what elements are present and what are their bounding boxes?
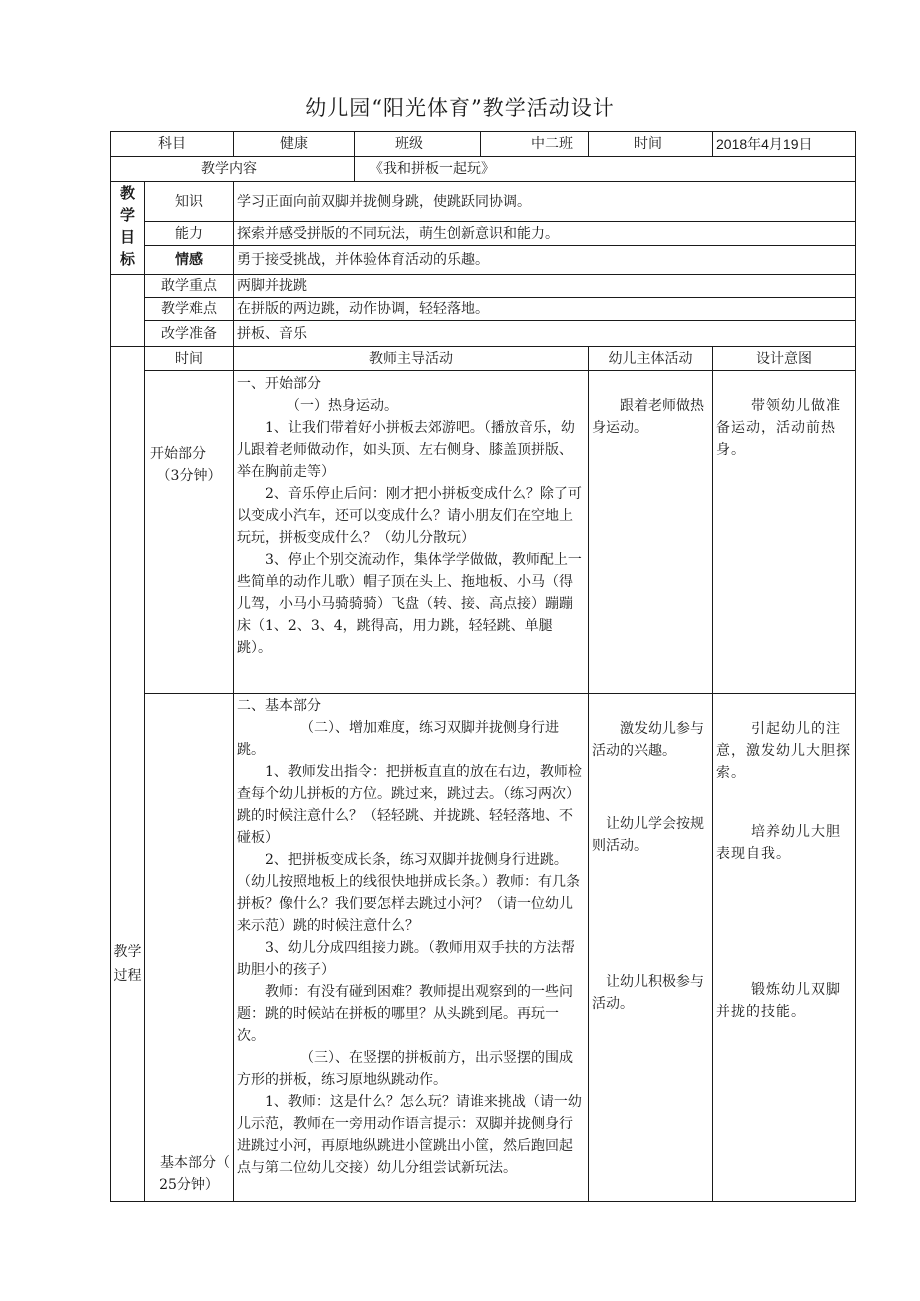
class-label: 班级 — [355, 132, 481, 157]
goal-row-knowledge — [111, 182, 856, 222]
subject-value: 健康 — [234, 132, 355, 157]
start-time: 开始部分 （3分钟） — [145, 371, 234, 694]
goal-label-knowledge: 知识 — [145, 182, 234, 222]
goal-label-ability: 能力 — [145, 222, 234, 246]
goal-value-emotion: 勇于接受挑战，并体验体育活动的乐趣。 — [234, 246, 856, 275]
basic-child-activity: 激发幼儿参与活动的兴趣。 让幼儿学会按规则活动。 让幼儿积极参与活动。 — [589, 694, 713, 1202]
time-label: 时间 — [589, 132, 713, 157]
goal-row-emotion — [111, 246, 856, 275]
header-teacher: 教师主导活动 — [234, 347, 589, 371]
class-value: 中二班 — [481, 132, 589, 157]
time-value: 2018年4月19日 — [713, 132, 856, 157]
key-point-row — [111, 275, 856, 298]
goal-value-ability: 探索并感受拼版的不同玩法，萌生创新意识和能力。 — [234, 222, 856, 246]
goal-row-ability — [111, 222, 856, 246]
content-label: 教学内容 — [111, 157, 355, 182]
header-child: 幼儿主体活动 — [589, 347, 713, 371]
key-point-label: 敢学重点 — [145, 275, 234, 298]
basic-teacher-activity: 二、基本部分 （二）、增加难度，练习双脚并拢侧身行进跳。 1、教师发出指令：把拼板直直的放在右边，教师检查每个幼儿拼板的方位。跳过来，跳过去。（练习两次）跳的时候注意什么？（轻轻跳、并拢跳、轻轻落地、不碰板） 2、把拼板变成长条，练习双脚并拢侧身行进跳。（幼儿按照地板上的线很快地拼成长条。）教师：有几条拼板？像什么？我们要怎样去跳过小河？（请一位幼儿来示范）跳的时候注意什么？ 3、幼儿分成四组接力跳。（教师用双手扶的方法帮助胆小的孩子） 教师：有没有碰到困难？教师提出观察到的一些问题：跳的时候站在拼板的哪里？从头跳到尾。再玩一次。 （三）、在竖摆的拼板前方，出示竖摆的围成方形的拼板，练习原地纵跳动作。 1、教师：这是什么？怎么玩？请谁来挑战（请一幼儿示范，教师在一旁用动作语言提示：双脚并拢侧身行进跳过小河，再原地纵跳进小筐跳出小筐，然后跑回起点与第二位幼儿交接）幼儿分组尝试新玩法。 — [234, 694, 589, 1202]
difficulty-label: 教学难点 — [145, 298, 234, 321]
start-teacher-activity: 一、开始部分 （一）热身运动。 1、让我们带着好小拼板去郊游吧。（播放音乐，幼儿跟着老师做动作，如头顶、左右侧身、膝盖顶拼版、举在胸前走等） 2、音乐停止后问：刚才把小拼板变成什么？除了可以变成小汽车，还可以变成什么？请小朋友们在空地上玩玩，拼板变成什么？（幼儿分散玩） 3、停止个别交流动作，集体学学做做，教师配上一些简单的动作儿歌）帽子顶在头上、拖地板、小马（得儿驾，小马小马骑骑骑）飞盘（转、接、高点接）蹦蹦床（1、2、3、4，跳得高，用力跳，轻轻跳、单腿跳）。 — [234, 371, 589, 694]
prep-row — [111, 321, 856, 347]
lesson-plan-table — [110, 131, 856, 1202]
header-row — [111, 132, 856, 157]
basic-time: 基本部分（ 25分钟） — [145, 694, 234, 1202]
content-value: 《我和拼板一起玩》 — [355, 157, 856, 182]
start-design-intent: 带领幼儿做准备运动，活动前热身。 — [713, 371, 856, 694]
header-time: 时间 — [145, 347, 234, 371]
key-point-value: 两脚并拢跳 — [234, 275, 856, 298]
basic-section-row — [111, 694, 856, 1202]
prep-value: 拼板、音乐 — [234, 321, 856, 347]
goal-label-emotion: 情感 — [145, 246, 234, 275]
difficulty-value: 在拼版的两边跳，动作协调，轻轻落地。 — [234, 298, 856, 321]
process-label: 教学过程 — [111, 347, 145, 1202]
prep-label: 改学准备 — [145, 321, 234, 347]
process-header-row — [111, 347, 856, 371]
content-row — [111, 157, 856, 182]
difficulty-row — [111, 298, 856, 321]
goals-label: 教 学 目 标 — [111, 182, 145, 275]
goal-value-knowledge: 学习正面向前双脚并拢侧身跳，使跳跃同协调。 — [234, 182, 856, 222]
start-section-row — [111, 371, 856, 694]
basic-design-intent: 引起幼儿的注意，激发幼儿大胆探索。 培养幼儿大胆表现自我。 锻炼幼儿双脚并拢的技能。 — [713, 694, 856, 1202]
page-title: 幼儿园“阳光体育”教学活动设计 — [305, 96, 615, 120]
subject-label: 科目 — [111, 132, 234, 157]
header-intent: 设计意图 — [713, 347, 856, 371]
start-child-activity: 跟着老师做热身运动。 — [589, 371, 713, 694]
